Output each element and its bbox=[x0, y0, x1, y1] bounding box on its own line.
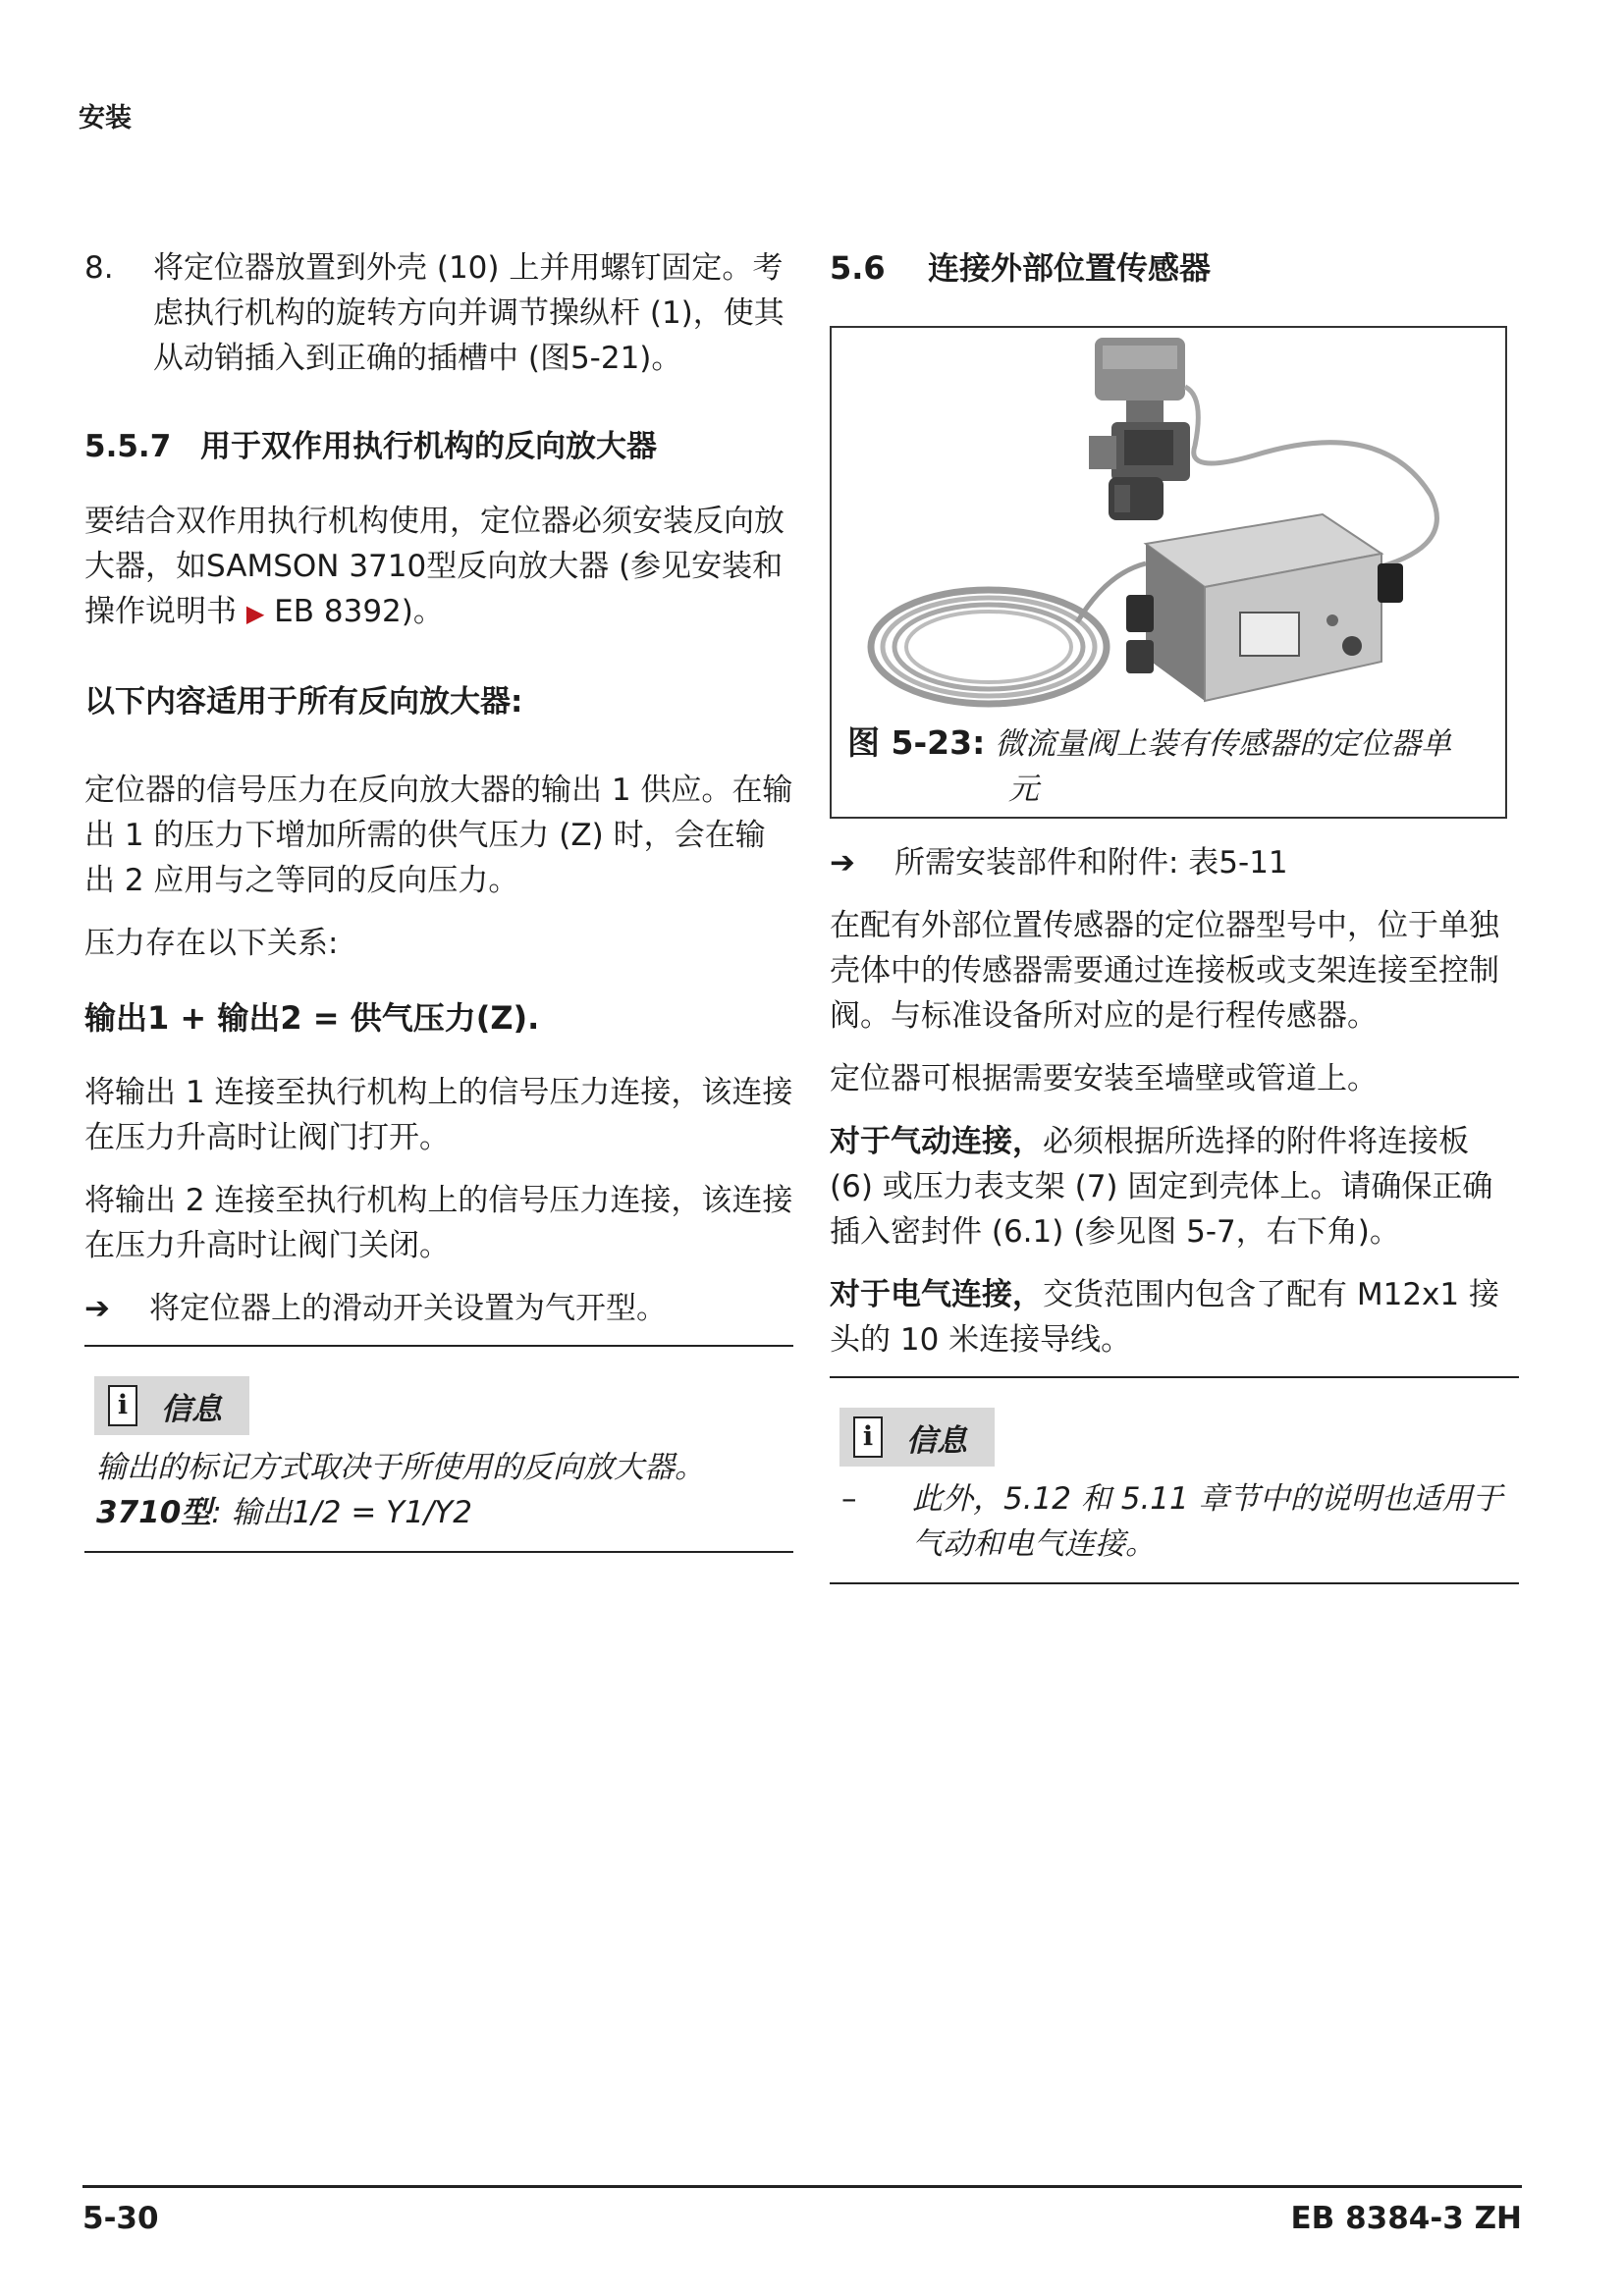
left-column bbox=[84, 245, 793, 1553]
footer-rule bbox=[82, 2185, 1522, 2188]
caption-line-1: 微流量阀上装有传感器的定位器单 bbox=[995, 726, 1452, 762]
reference-arrow-icon: ▶ bbox=[245, 600, 265, 627]
instruction-text: 将定位器上的滑动开关设置为气开型。 bbox=[149, 1291, 667, 1326]
paragraph-wall-pipe-mounting: 定位器可根据需要安装至墙壁或管道上。 bbox=[830, 1061, 1378, 1096]
arrow-right-icon: ➔ bbox=[84, 1291, 110, 1326]
arrow-right-icon: ➔ bbox=[830, 845, 855, 881]
info-list-item bbox=[841, 1476, 1519, 1567]
heading-number: 5.5.7 bbox=[84, 429, 172, 464]
paragraph-electrical-connection: 对于电气连接，交货范围内包含了配有 M12x1 接头的 10 米连接导线。 bbox=[830, 1277, 1499, 1358]
instruction-slide-switch bbox=[84, 1286, 793, 1331]
paragraph-external-sensor: 在配有外部位置传感器的定位器型号中，位于单独壳体中的传感器需要通过连接板或支架连接至控制阀。与标准设备所对应的是行程传感器。 bbox=[830, 908, 1499, 1034]
document-id: EB 8384-3 ZH bbox=[1290, 2201, 1522, 2236]
caption-line-2: 元 bbox=[1008, 772, 1039, 807]
step-text: 将定位器放置到外壳 (10) 上并用螺钉固定。考虑执行机构的旋转方向并调节操纵杆 (1)，使其从动销插入到正确的插槽中 (图5-21)。 bbox=[153, 250, 785, 376]
subheading-all-amplifiers: 以下内容适用于所有反向放大器: bbox=[84, 684, 523, 720]
running-header: 安装 bbox=[79, 103, 132, 133]
heading-title: 用于双作用执行机构的反向放大器 bbox=[200, 429, 657, 464]
step-number: 8. bbox=[84, 250, 114, 286]
heading-title: 连接外部位置传感器 bbox=[928, 249, 1212, 287]
paragraph-output-2: 将输出 2 连接至执行机构上的信号压力连接，该连接在压力升高时让阀门关闭。 bbox=[84, 1183, 793, 1263]
dash-bullet: – bbox=[841, 1481, 857, 1517]
page-number: 5-30 bbox=[82, 2201, 159, 2236]
instruction-text: 所需安装部件和附件: 表5-11 bbox=[894, 845, 1288, 881]
info-text-line-2: 3710型: 输出1/2 = Y1/Y2 bbox=[96, 1495, 472, 1530]
info-icon: i bbox=[853, 1416, 883, 1458]
info-box-right bbox=[830, 1376, 1519, 1584]
instruction-mounting-parts bbox=[830, 840, 1519, 885]
info-title: 信息 bbox=[906, 1422, 967, 1459]
info-title: 信息 bbox=[161, 1391, 222, 1427]
paragraph-pneumatic-connection: 对于气动连接，必须根据所选择的附件将连接板 (6) 或压力表支架 (7) 固定到壳体上。请确保正确插入密封件 (6.1) (参见图 5-7，右下角)。 bbox=[830, 1124, 1493, 1250]
figure-label: 图 5-23: bbox=[847, 723, 986, 762]
info-label bbox=[839, 1408, 995, 1467]
info-text-line-1: 输出的标记方式取决于所使用的反向放大器。 bbox=[96, 1450, 705, 1485]
info-text: 此外，5.12 和 5.11 章节中的说明也适用于气动和电气连接。 bbox=[912, 1481, 1503, 1562]
figure-5-23 bbox=[830, 326, 1507, 819]
step-8 bbox=[84, 245, 793, 381]
heading-5-6 bbox=[830, 245, 1519, 291]
paragraph-reverse-amplifier: 要结合双作用执行机构使用，定位器必须安装反向放大器，如SAMSON 3710型反向放大器 (参见安装和操作说明书 ▶ EB 8392)。 bbox=[84, 504, 785, 629]
paragraph-signal-pressure: 定位器的信号压力在反向放大器的输出 1 供应。在输出 1 的压力下增加所需的供气压力 (Z) 时，会在输出 2 应用与之等同的反向压力。 bbox=[84, 773, 793, 898]
info-label bbox=[94, 1376, 249, 1435]
heading-5-5-7 bbox=[84, 424, 793, 469]
pressure-formula: 输出1 + 输出2 = 供气压力(Z). bbox=[84, 999, 540, 1037]
info-icon: i bbox=[108, 1385, 137, 1426]
heading-number: 5.6 bbox=[830, 249, 886, 287]
paragraph-relation: 压力存在以下关系: bbox=[84, 926, 339, 961]
right-column bbox=[830, 245, 1519, 1584]
figure-caption bbox=[847, 721, 1493, 812]
info-box-left bbox=[84, 1345, 793, 1553]
paragraph-output-1: 将输出 1 连接至执行机构上的信号压力连接，该连接在压力升高时让阀门打开。 bbox=[84, 1075, 793, 1155]
